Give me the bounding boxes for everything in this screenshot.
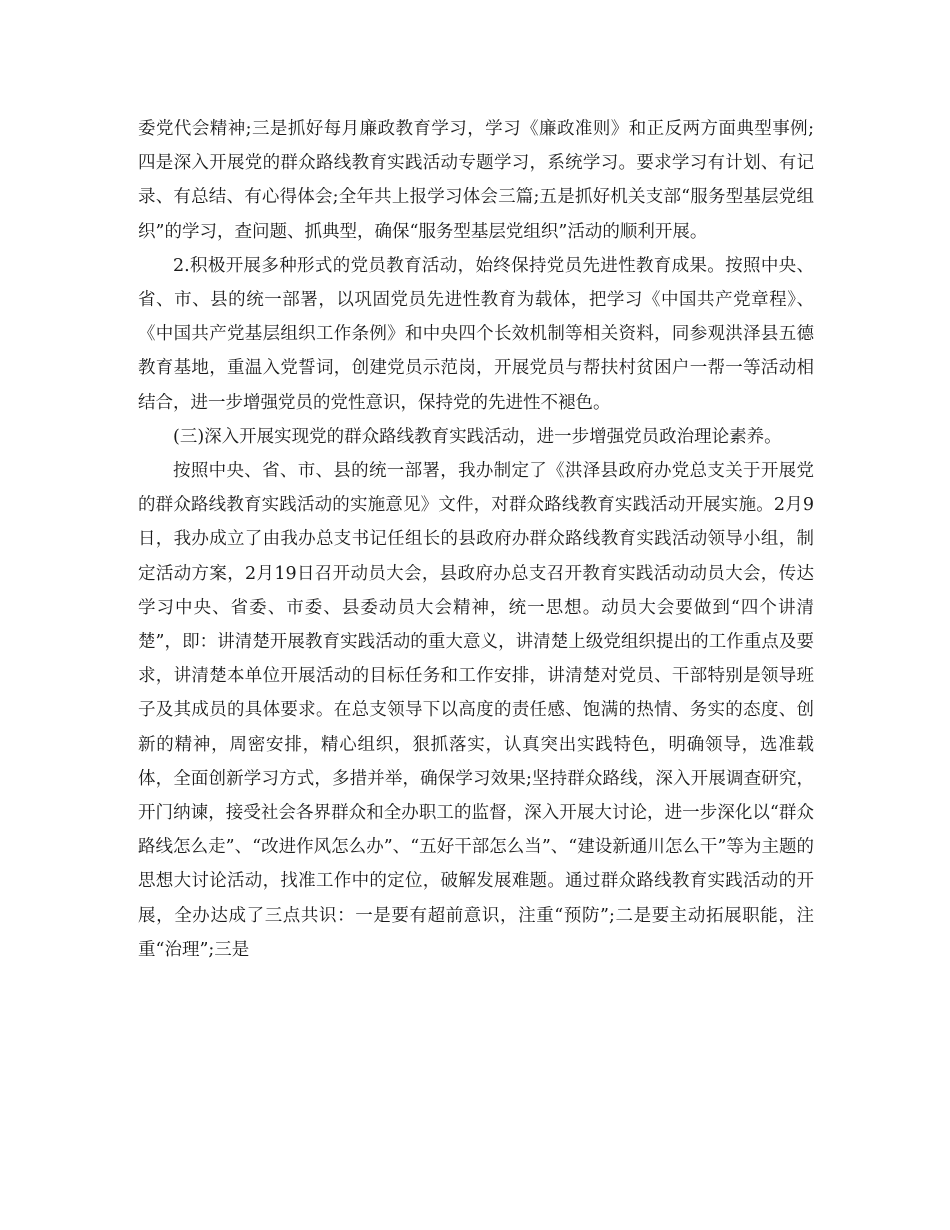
paragraph-party-education: 2.积极开展多种形式的党员教育活动，始终保持党员先进性教育成果。按照中央、省、市、县的统一部署，以巩固党员先进性教育为载体，把学习《中国共产党章程》、《中国共产党基层组织工作条例》和中央四个长效机制等相关资料，同参观洪泽县五德教育基地，重温入党誓词，创建党员示范岗，开展党员与帮扶村贫困户一帮一等活动相结合，进一步增强党员的党性意识，保持党的先进性不褪色。 [138, 255, 814, 413]
document-body [138, 112, 814, 967]
paragraph-continuation: 委党代会精神;三是抓好每月廉政教育学习，学习《廉政准则》和正反两方面典型事例;四是深入开展党的群众路线教育实践活动专题学习，系统学习。要求学习有计划、有记录、有总结、有心得体会;全年共上报学习体会三篇;五是抓好机关支部“服务型基层党组织”的学习，查问题、抓典型，确保“服务型基层党组织”活动的顺利开展。 [138, 119, 814, 242]
section-heading-mass-line: (三)深入开展实现党的群众路线教育实践活动，进一步增强党员政治理论素养。 [173, 426, 782, 447]
paragraph-mass-line-activities: 按照中央、省、市、县的统一部署，我办制定了《洪泽县政府办党总支关于开展党的群众路线教育实践活动的实施意见》文件，对群众路线教育实践活动开展实施。2月9日，我办成立了由我办总支书记任组长的县政府办群众路线教育实践活动领导小组，制定活动方案，2月19日召开动员大会，县政府办总支召开教育实践活动动员大会，传达学习中央、省委、市委、县委动员大会精神，统一思想。动员大会要做到“四个讲清楚”，即：讲清楚开展教育实践活动的重大意义，讲清楚上级党组织提出的工作重点及要求，讲清楚本单位开展活动的目标任务和工作安排，讲清楚对党员、干部特别是领导班子及其成员的具体要求。在总支领导下以高度的责任感、饱满的热情、务实的态度、创新的精神，周密安排，精心组织，狠抓落实，认真突出实践特色，明确领导，选准载体，全面创新学习方式，多措并举，确保学习效果;坚持群众路线，深入开展调查研究，开门纳谏，接受社会各界群众和全办职工的监督，深入开展大讨论，进一步深化以“群众路线怎么走”、“改进作风怎么办”、“五好干部怎么当”、“建设新通川怎么干”等为主题的思想大讨论活动，找准工作中的定位，破解发展难题。通过群众路线教育实践活动的开展，全办达成了三点共识：一是要有超前意识，注重“预防”;二是要主动拓展职能，注重“治理”;三是 [138, 461, 814, 960]
